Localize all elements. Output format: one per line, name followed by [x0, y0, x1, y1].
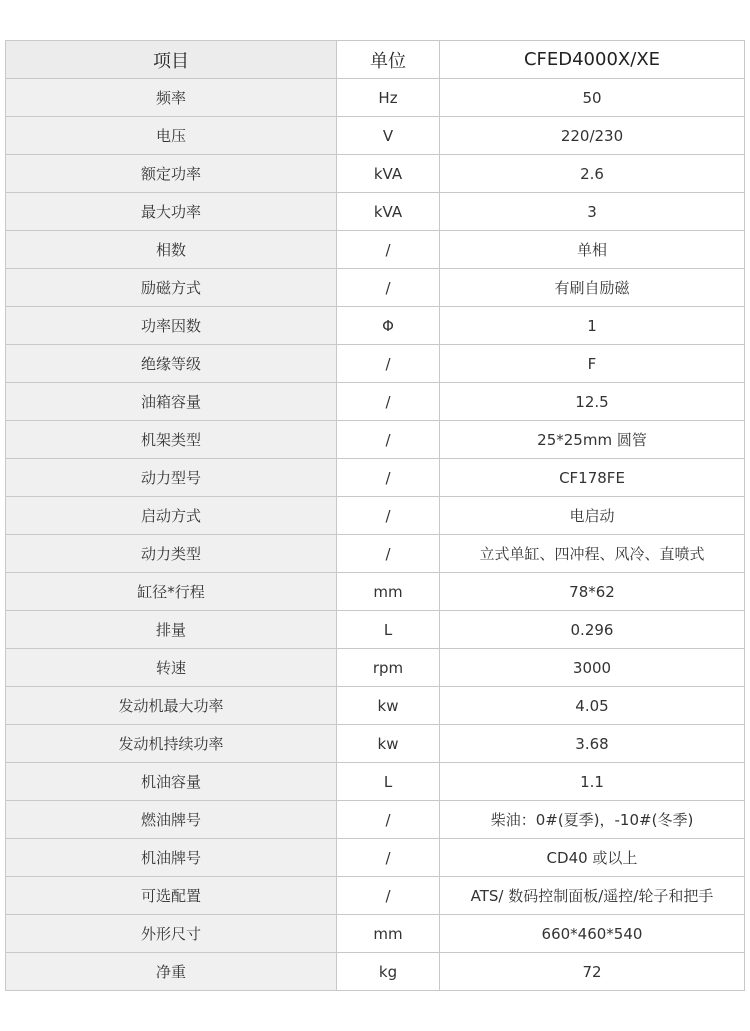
- row-item-label: 动力类型: [6, 535, 337, 573]
- row-value: 660*460*540: [440, 915, 745, 953]
- table-row: [6, 877, 745, 915]
- table-row: [6, 953, 745, 991]
- table-row: [6, 459, 745, 497]
- row-item-label: 机架类型: [6, 421, 337, 459]
- table-row: [6, 611, 745, 649]
- row-unit: V: [337, 117, 440, 155]
- row-unit: kw: [337, 725, 440, 763]
- row-value: 78*62: [440, 573, 745, 611]
- row-value: 72: [440, 953, 745, 991]
- row-value: 3000: [440, 649, 745, 687]
- row-unit: Hz: [337, 79, 440, 117]
- row-item-label: 机油牌号: [6, 839, 337, 877]
- spec-table: [5, 40, 745, 991]
- table-row: [6, 801, 745, 839]
- row-unit: L: [337, 763, 440, 801]
- table-row: [6, 497, 745, 535]
- row-item-label: 启动方式: [6, 497, 337, 535]
- row-value: 220/230: [440, 117, 745, 155]
- table-body: [6, 79, 745, 991]
- row-value: CD40 或以上: [440, 839, 745, 877]
- row-unit: /: [337, 459, 440, 497]
- table-row: [6, 193, 745, 231]
- table-row: [6, 763, 745, 801]
- row-unit: /: [337, 801, 440, 839]
- row-item-label: 缸径*行程: [6, 573, 337, 611]
- row-unit: kVA: [337, 193, 440, 231]
- row-unit: /: [337, 421, 440, 459]
- table-row: [6, 535, 745, 573]
- table-row: [6, 687, 745, 725]
- row-item-label: 励磁方式: [6, 269, 337, 307]
- row-value: 12.5: [440, 383, 745, 421]
- row-value: 2.6: [440, 155, 745, 193]
- row-unit: /: [337, 535, 440, 573]
- table-row: [6, 649, 745, 687]
- table-row: [6, 421, 745, 459]
- row-unit: /: [337, 839, 440, 877]
- row-unit: /: [337, 345, 440, 383]
- table-row: [6, 155, 745, 193]
- row-value: 0.296: [440, 611, 745, 649]
- row-item-label: 绝缘等级: [6, 345, 337, 383]
- row-item-label: 可选配置: [6, 877, 337, 915]
- row-value: 3: [440, 193, 745, 231]
- header-model: CFED4000X/XE: [440, 41, 745, 79]
- row-value: 有刷自励磁: [440, 269, 745, 307]
- row-value: 立式单缸、四冲程、风冷、直喷式: [440, 535, 745, 573]
- row-item-label: 功率因数: [6, 307, 337, 345]
- row-item-label: 频率: [6, 79, 337, 117]
- table-row: [6, 725, 745, 763]
- row-item-label: 最大功率: [6, 193, 337, 231]
- row-unit: kVA: [337, 155, 440, 193]
- row-unit: Φ: [337, 307, 440, 345]
- row-unit: rpm: [337, 649, 440, 687]
- row-value: 1.1: [440, 763, 745, 801]
- row-item-label: 净重: [6, 953, 337, 991]
- row-unit: L: [337, 611, 440, 649]
- row-value: 4.05: [440, 687, 745, 725]
- row-unit: kw: [337, 687, 440, 725]
- row-value: ATS/ 数码控制面板/遥控/轮子和把手: [440, 877, 745, 915]
- row-unit: /: [337, 877, 440, 915]
- row-item-label: 发动机持续功率: [6, 725, 337, 763]
- row-unit: kg: [337, 953, 440, 991]
- row-unit: /: [337, 383, 440, 421]
- row-item-label: 机油容量: [6, 763, 337, 801]
- row-unit: /: [337, 497, 440, 535]
- row-item-label: 电压: [6, 117, 337, 155]
- row-value: 1: [440, 307, 745, 345]
- row-item-label: 油箱容量: [6, 383, 337, 421]
- table-row: [6, 231, 745, 269]
- table-row: [6, 573, 745, 611]
- table-header-row: [6, 41, 745, 79]
- row-value: 25*25mm 圆管: [440, 421, 745, 459]
- row-item-label: 额定功率: [6, 155, 337, 193]
- row-value: CF178FE: [440, 459, 745, 497]
- header-unit: 单位: [337, 41, 440, 79]
- row-item-label: 燃油牌号: [6, 801, 337, 839]
- row-item-label: 排量: [6, 611, 337, 649]
- row-item-label: 外形尺寸: [6, 915, 337, 953]
- row-value: 柴油：0#(夏季)，-10#(冬季): [440, 801, 745, 839]
- row-value: F: [440, 345, 745, 383]
- row-item-label: 转速: [6, 649, 337, 687]
- table-row: [6, 915, 745, 953]
- row-unit: mm: [337, 915, 440, 953]
- table-row: [6, 839, 745, 877]
- row-value: 3.68: [440, 725, 745, 763]
- table-row: [6, 345, 745, 383]
- row-unit: mm: [337, 573, 440, 611]
- table-row: [6, 79, 745, 117]
- table-row: [6, 269, 745, 307]
- row-unit: /: [337, 269, 440, 307]
- row-unit: /: [337, 231, 440, 269]
- row-item-label: 相数: [6, 231, 337, 269]
- row-value: 50: [440, 79, 745, 117]
- table-row: [6, 383, 745, 421]
- row-value: 电启动: [440, 497, 745, 535]
- row-item-label: 动力型号: [6, 459, 337, 497]
- header-item: 项目: [6, 41, 337, 79]
- table-row: [6, 307, 745, 345]
- row-value: 单相: [440, 231, 745, 269]
- row-item-label: 发动机最大功率: [6, 687, 337, 725]
- table-row: [6, 117, 745, 155]
